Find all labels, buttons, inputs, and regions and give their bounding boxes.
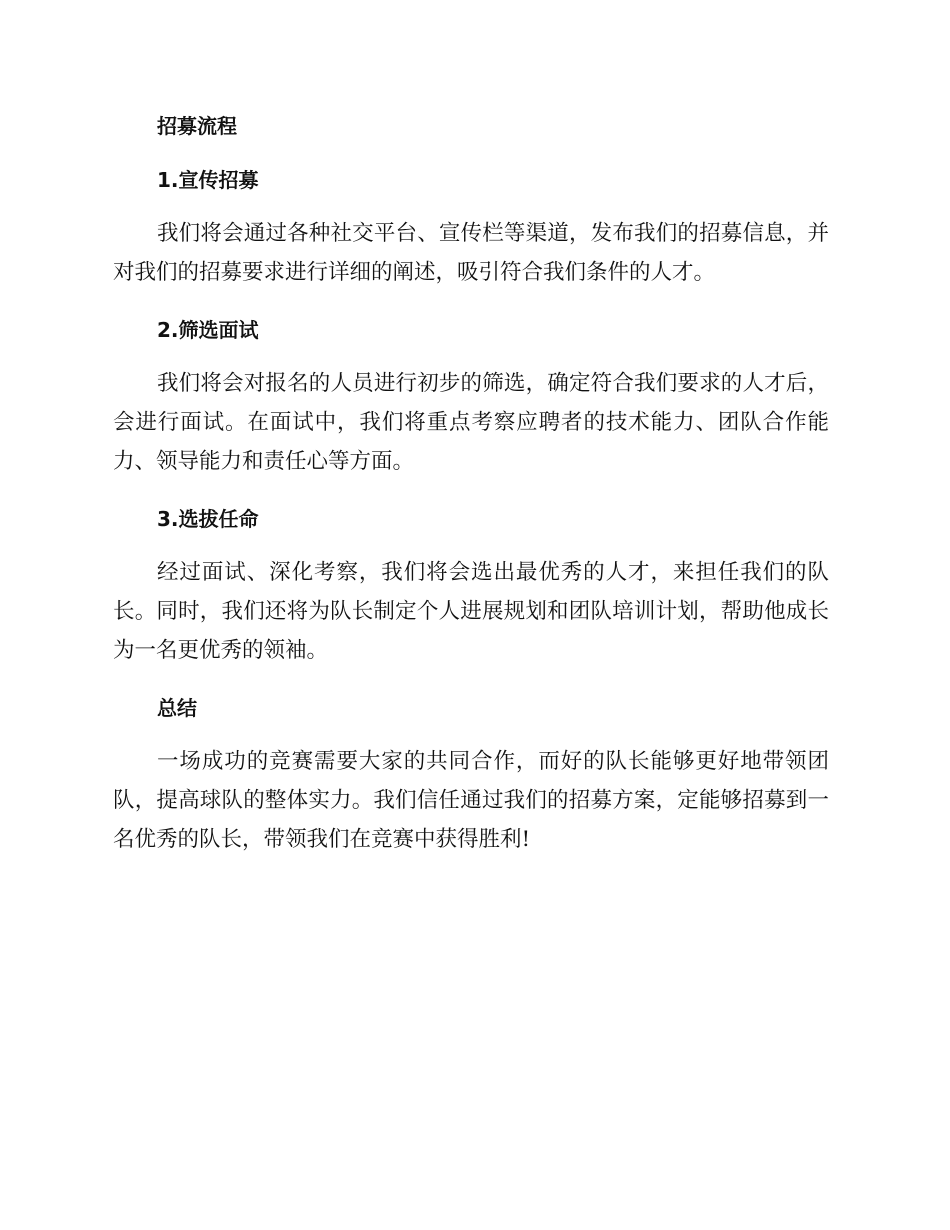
step-body-publicity: 我们将会通过各种社交平台、宣传栏等渠道，发布我们的招募信息，并对我们的招募要求进行详细的阐述，吸引符合我们条件的人才。 bbox=[113, 221, 829, 285]
summary-body: 一场成功的竞赛需要大家的共同合作，而好的队长能够更好地带领团队，提高球队的整体实力。我们信任通过我们的招募方案，定能够招募到一名优秀的队长，带领我们在竞赛中获得胜利! bbox=[113, 749, 829, 852]
section-title: 招募流程 bbox=[157, 114, 237, 138]
step-body-screening: 我们将会对报名的人员进行初步的筛选，确定符合我们要求的人才后，会进行面试。在面试中，我们将重点考察应聘者的技术能力、团队合作能力、领导能力和责任心等方面。 bbox=[113, 371, 829, 474]
step-heading-selection: 3.选拔任命 bbox=[157, 507, 259, 531]
step-body-selection: 经过面试、深化考察，我们将会选出最优秀的人才，来担任我们的队长。同时，我们还将为队长制定个人进展规划和团队培训计划，帮助他成长为一名更优秀的领袖。 bbox=[113, 560, 829, 663]
summary-heading: 总结 bbox=[157, 696, 197, 720]
step-heading-publicity: 1.宣传招募 bbox=[157, 168, 259, 192]
step-heading-screening: 2.筛选面试 bbox=[157, 318, 259, 342]
